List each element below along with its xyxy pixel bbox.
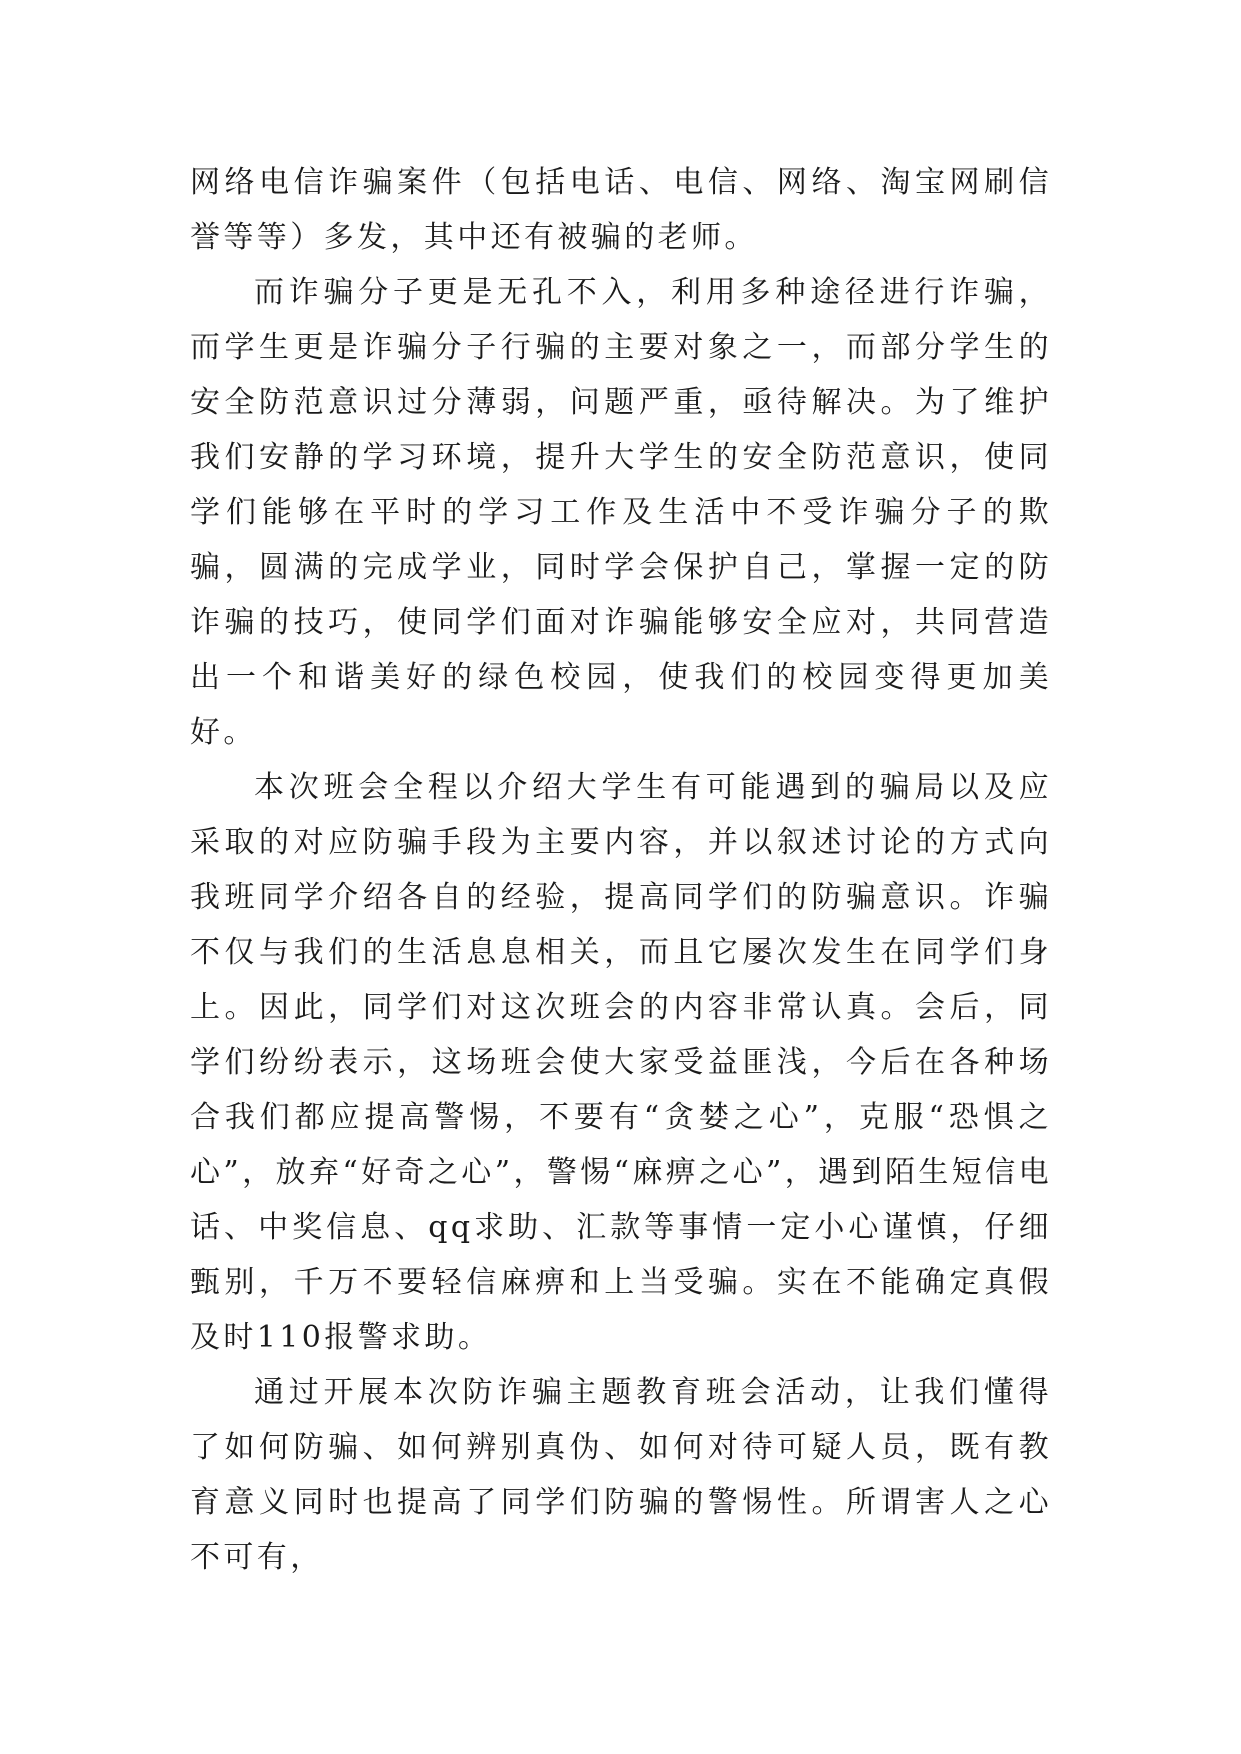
paragraph-3: 本次班会全程以介绍大学生有可能遇到的骗局以及应采取的对应防骗手段为主要内容，并以叙述讨论的方式向我班同学介绍各自的经验，提高同学们的防骗意识。诈骗不仅与我们的生活息息相关，而且它屡次发生在同学们身上。因此，同学们对这次班会的内容非常认真。会后，同学们纷纷表示，这场班会使大家受益匪浅，今后在各种场合我们都应提高警惕，不要有“贪婪之心”，克服“恐惧之心”，放弃“好奇之心”，警惕“麻痹之心”，遇到陌生短信电话、中奖信息、qq求助、汇款等事情一定小心谨慎，仔细甄别，千万不要轻信麻痹和上当受骗。实在不能确定真假及时110报警求助。 <box>190 770 1052 1355</box>
paragraph-1: 网络电信诈骗案件（包括电话、电信、网络、淘宝网刷信誉等等）多发，其中还有被骗的老师。 <box>190 165 1052 255</box>
document-body <box>190 155 1052 1585</box>
paragraph-2: 而诈骗分子更是无孔不入，利用多种途径进行诈骗，而学生更是诈骗分子行骗的主要对象之一，而部分学生的安全防范意识过分薄弱，问题严重，亟待解决。为了维护我们安静的学习环境，提升大学生的安全防范意识，使同学们能够在平时的学习工作及生活中不受诈骗分子的欺骗，圆满的完成学业，同时学会保护自己，掌握一定的防诈骗的技巧，使同学们面对诈骗能够安全应对，共同营造出一个和谐美好的绿色校园，使我们的校园变得更加美好。 <box>190 275 1052 750</box>
paragraph-4: 通过开展本次防诈骗主题教育班会活动，让我们懂得了如何防骗、如何辨别真伪、如何对待可疑人员，既有教育意义同时也提高了同学们防骗的警惕性。所谓害人之心不可有， <box>190 1375 1052 1575</box>
